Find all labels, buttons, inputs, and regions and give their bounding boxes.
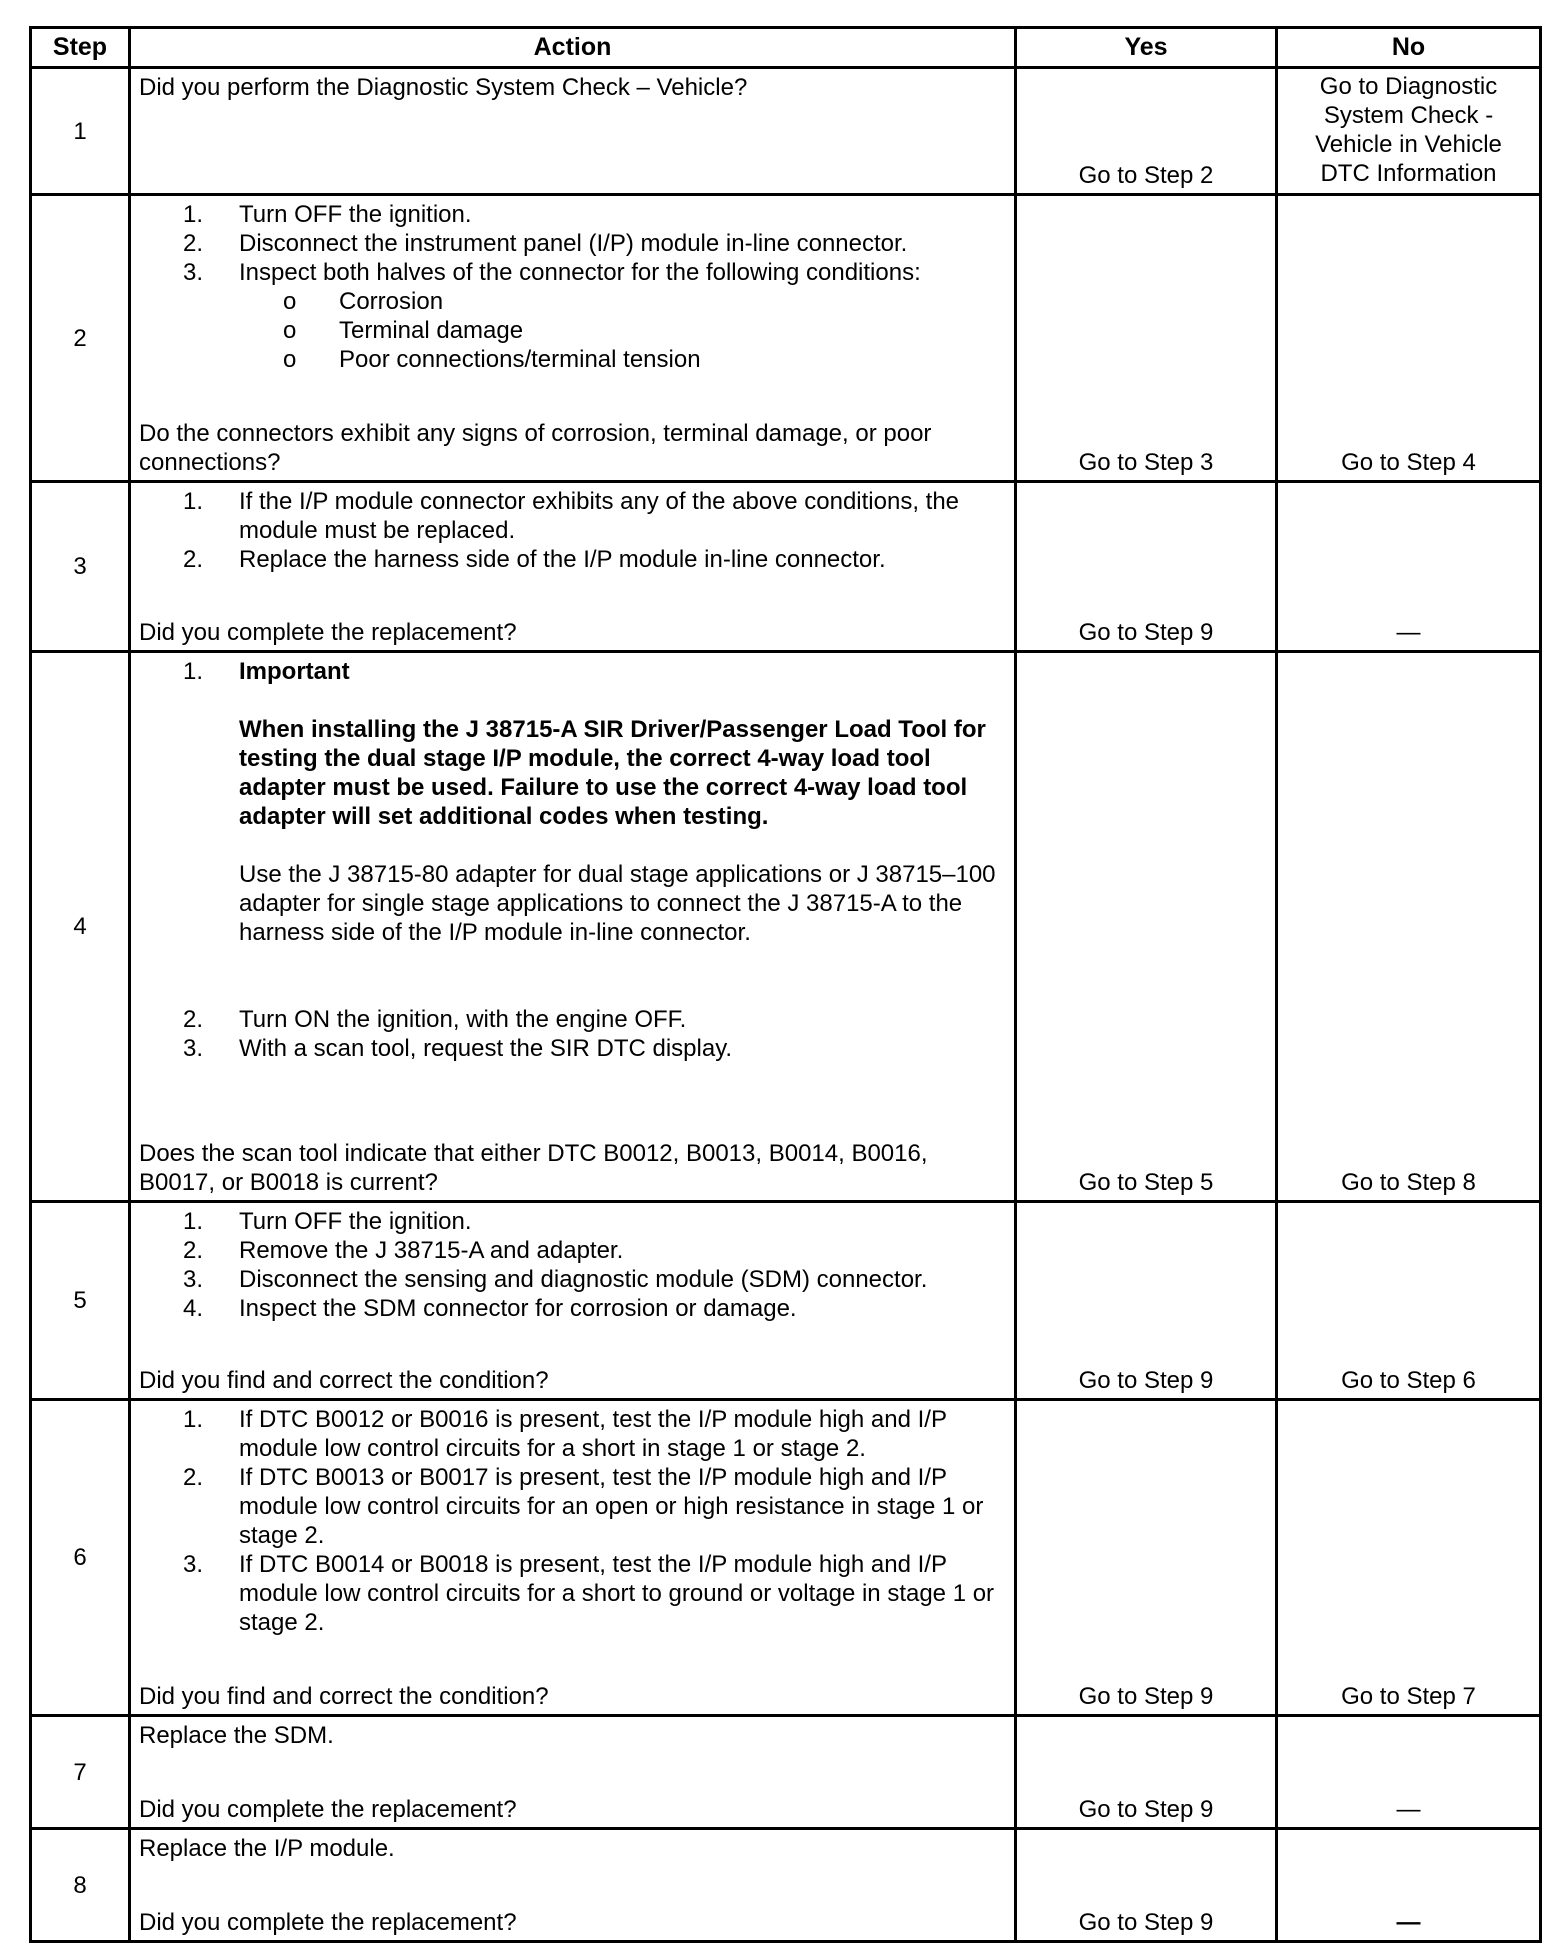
table-row	[31, 1202, 1541, 1400]
list-item: 4. Inspect the SDM connector for corrosion or damage.	[183, 1295, 797, 1322]
header-no: No	[1277, 28, 1541, 68]
question-text: Did you perform the Diagnostic System Check – Vehicle?	[139, 74, 748, 101]
step-number: 8	[31, 1829, 130, 1942]
table-row	[31, 652, 1541, 1202]
step-number: 3	[31, 482, 130, 652]
list-item: 3. Disconnect the sensing and diagnostic module (SDM) connector.	[183, 1266, 928, 1293]
yes-cell: Go to Step 9	[1016, 1400, 1277, 1716]
question-text: Did you complete the replacement?	[139, 1796, 517, 1823]
no-line: Go to Diagnostic	[1319, 73, 1498, 100]
action-cell	[130, 1829, 1016, 1942]
action-cell	[130, 1400, 1016, 1716]
step-number: 5	[31, 1202, 130, 1400]
list-item: 3. If DTC B0014 or B0018 is present, test the I/P module high and I/P module low control circuits for a short to ground or voltage in stage 1 or stage 2.	[183, 1551, 995, 1636]
list-item: 1. Turn OFF the ignition.	[183, 201, 472, 228]
no-cell: Go to Step 8	[1277, 652, 1541, 1202]
bullet-icon: o	[283, 288, 297, 315]
list-item: 1. Important	[139, 657, 1006, 686]
question-text: Do the connectors exhibit any signs of corrosion, terminal damage, or poor connections?	[139, 420, 932, 476]
no-cell: Go to Step 4	[1277, 195, 1541, 482]
important-note: Use the J 38715-80 adapter for dual stage applications or J 38715–100 adapter for single stage applications to connect the J 38715-A to the harness side of the I/P module in-line connector.	[239, 861, 996, 946]
step-list	[139, 1405, 1006, 1637]
yes-cell: Go to Step 5	[1016, 652, 1277, 1202]
step-number: 1	[31, 68, 130, 195]
yes-cell: Go to Step 9	[1016, 1829, 1277, 1942]
action-cell	[130, 1202, 1016, 1400]
step-list	[139, 487, 1006, 574]
important-label: Important	[239, 658, 350, 685]
step-number: 4	[31, 652, 130, 1202]
action-text: Replace the SDM.	[139, 1722, 334, 1749]
header-action: Action	[130, 28, 1016, 68]
list-item: 3. With a scan tool, request the SIR DTC display.	[183, 1035, 733, 1062]
no-line: Vehicle in Vehicle	[1315, 131, 1502, 158]
list-item: 2. Disconnect the instrument panel (I/P) module in-line connector.	[183, 230, 908, 257]
no-cell: —	[1277, 1716, 1541, 1829]
list-item: 2. Replace the harness side of the I/P module in-line connector.	[183, 546, 886, 573]
table-header-row	[31, 28, 1541, 68]
list-item: 2. Turn ON the ignition, with the engine OFF.	[183, 1006, 687, 1033]
list-item: o Poor connections/terminal tension	[139, 345, 1006, 374]
table-row	[31, 1400, 1541, 1716]
step-number: 2	[31, 195, 130, 482]
no-cell: Go to Step 6	[1277, 1202, 1541, 1400]
action-cell	[130, 195, 1016, 482]
list-item: 3. Inspect both halves of the connector for the following conditions:	[183, 259, 921, 286]
table-row	[31, 482, 1541, 652]
question-text: Did you find and correct the condition?	[139, 1683, 549, 1710]
header-yes: Yes	[1016, 28, 1277, 68]
step-number: 6	[31, 1400, 130, 1716]
yes-cell: Go to Step 9	[1016, 1716, 1277, 1829]
list-item: 2. If DTC B0013 or B0017 is present, test the I/P module high and I/P module low control circuits for an open or high resistance in stage 1 or stage 2.	[183, 1464, 984, 1549]
question-text: Does the scan tool indicate that either DTC B0012, B0013, B0014, B0016, B0017, or B0018 is current?	[139, 1140, 928, 1196]
step-list	[139, 657, 1006, 686]
action-cell	[130, 482, 1016, 652]
no-cell: —	[1277, 482, 1541, 652]
no-cell: Go to Step 7	[1277, 1400, 1541, 1716]
question-text: Did you complete the replacement?	[139, 1909, 517, 1936]
action-cell	[130, 652, 1016, 1202]
no-line: DTC Information	[1320, 160, 1497, 187]
list-item: 2. Remove the J 38715-A and adapter.	[183, 1237, 624, 1264]
action-text: Replace the I/P module.	[139, 1835, 395, 1862]
table-row	[31, 1829, 1541, 1942]
question-text: Did you complete the replacement?	[139, 619, 517, 646]
step-list	[139, 1005, 1006, 1063]
no-cell	[1277, 68, 1541, 195]
table-row	[31, 68, 1541, 195]
yes-cell: Go to Step 3	[1016, 195, 1277, 482]
table-row	[31, 1716, 1541, 1829]
table-row	[31, 195, 1541, 482]
question-text: Did you find and correct the condition?	[139, 1367, 549, 1394]
list-item: 1. If the I/P module connector exhibits any of the above conditions, the module must be replaced.	[183, 488, 960, 544]
list-item: 1. If DTC B0012 or B0016 is present, test the I/P module high and I/P module low control circuits for a short in stage 1 or stage 2.	[183, 1406, 947, 1462]
action-cell	[130, 1716, 1016, 1829]
yes-cell: Go to Step 9	[1016, 482, 1277, 652]
list-item: o Terminal damage	[139, 316, 1006, 345]
bullet-icon: o	[283, 346, 297, 373]
no-cell: —	[1277, 1829, 1541, 1942]
yes-cell: Go to Step 2	[1016, 68, 1277, 195]
header-step: Step	[31, 28, 130, 68]
no-line: System Check -	[1323, 102, 1494, 129]
list-item: 1. Turn OFF the ignition.	[183, 1208, 472, 1235]
diagnostic-table	[29, 26, 1542, 1943]
yes-cell: Go to Step 9	[1016, 1202, 1277, 1400]
action-cell	[130, 68, 1016, 195]
bullet-icon: o	[283, 317, 297, 344]
important-text: When installing the J 38715-A SIR Driver/Passenger Load Tool for testing the dual stage I/P module, the correct 4-way load tool adapter must be used. Failure to use the correct 4-way load tool adapter will set additional codes when testing.	[239, 716, 986, 830]
step-list	[139, 1207, 1006, 1323]
condition-list	[139, 287, 1006, 374]
step-list	[139, 200, 1006, 287]
step-number: 7	[31, 1716, 130, 1829]
list-item: o Corrosion	[139, 287, 1006, 316]
